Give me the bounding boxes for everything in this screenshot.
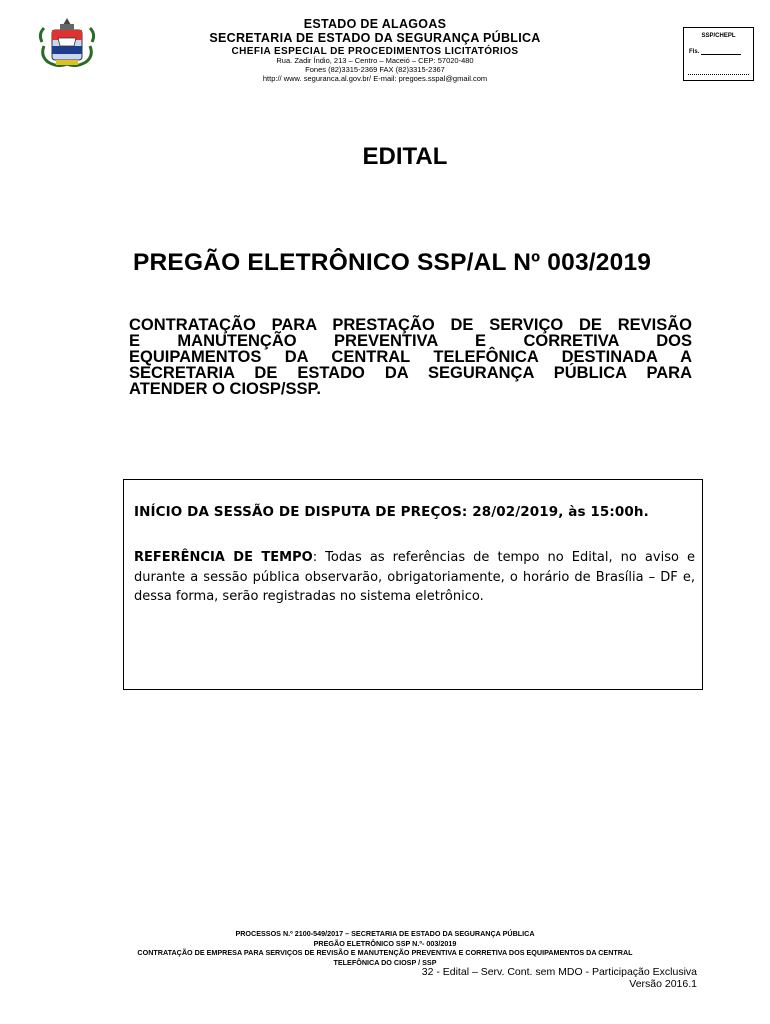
stamp-fls xyxy=(689,49,753,55)
object-line: CONTRATAÇÃO PARA PRESTAÇÃO DE SERVIÇO DE REVISÃO xyxy=(129,316,692,334)
fls-label: Fls. xyxy=(689,49,700,55)
department-name: CHEFIA ESPECIAL DE PROCEDIMENTOS LICITATÓRIOS xyxy=(231,45,519,57)
footer-object-cont: TELEFÔNICA DO CIOSP / SSP xyxy=(333,957,437,967)
letterhead-text xyxy=(150,17,600,83)
footer-object: CONTRATAÇÃO DE EMPRESA PARA SERVIÇOS DE REVISÃO E MANUTENÇÃO PREVENTIVA E CORRETIVA DOS EQUIPAMENTOS DA CENTRAL xyxy=(137,948,633,957)
object-line: EQUIPAMENTOS DA CENTRAL TELEFÔNICA DESTINADA A xyxy=(129,348,692,366)
time-reference-text: : Todas as referências de tempo no Edital, no aviso e durante a sessão pública observarão, obrigatoriamente, o horário de Brasília – DF e, dessa forma, serão registradas no sistema eletrônico. xyxy=(134,550,695,604)
template-name: 32 - Edital – Serv. Cont. sem MDO - Participação Exclusiva xyxy=(421,966,697,978)
footer-process: PROCESSOS N.º 2100-549/2017 – SECRETARIA DE ESTADO DA SEGURANÇA PÚBLICA xyxy=(235,929,535,938)
object-line: SECRETARIA DE ESTADO DA SEGURANÇA PÚBLICA PARA xyxy=(129,364,692,382)
web-email: http:// www. seguranca.al.gov.br/ E-mail: pregoes.sspal@gmail.com xyxy=(262,73,488,83)
state-name: ESTADO DE ALAGOAS xyxy=(303,17,447,31)
alagoas-coat-of-arms-icon xyxy=(38,16,96,68)
pregao-number: PREGÃO ELETRÔNICO SSP/AL Nº 003/2019 xyxy=(133,249,652,276)
phones: Fones (82)3315-2369 FAX (82)3315-2367 xyxy=(305,64,445,74)
secretariat-name: SECRETARIA DE ESTADO DA SEGURANÇA PÚBLICA xyxy=(209,31,541,46)
stamp-signature-line xyxy=(688,74,749,75)
version-info xyxy=(0,966,697,990)
session-info-box xyxy=(123,479,703,690)
session-start: INÍCIO DA SESSÃO DE DISPUTA DE PREÇOS: 28/02/2019, às 15:00h. xyxy=(134,504,649,520)
document-title: EDITAL xyxy=(362,143,448,170)
time-reference-label: REFERÊNCIA DE TEMPO xyxy=(134,550,313,565)
address: Rua. Zadir Índio, 213 – Centro – Maceió – CEP: 57020-480 xyxy=(276,56,474,66)
template-version: Versão 2016.1 xyxy=(629,978,697,990)
time-reference xyxy=(134,548,695,607)
object-line: E MANUTENÇÃO PREVENTIVA E CORRETIVA DOS xyxy=(129,332,692,350)
page-stamp xyxy=(683,27,754,81)
page-footer xyxy=(0,929,770,967)
fls-blank xyxy=(701,54,741,55)
object-description xyxy=(129,317,692,397)
stamp-title: SSP/CHEPL xyxy=(701,33,736,39)
footer-pregao: PREGÃO ELETRÔNICO SSP N.º- 003/2019 xyxy=(313,938,457,948)
object-line: ATENDER O CIOSP/SSP. xyxy=(129,380,321,398)
